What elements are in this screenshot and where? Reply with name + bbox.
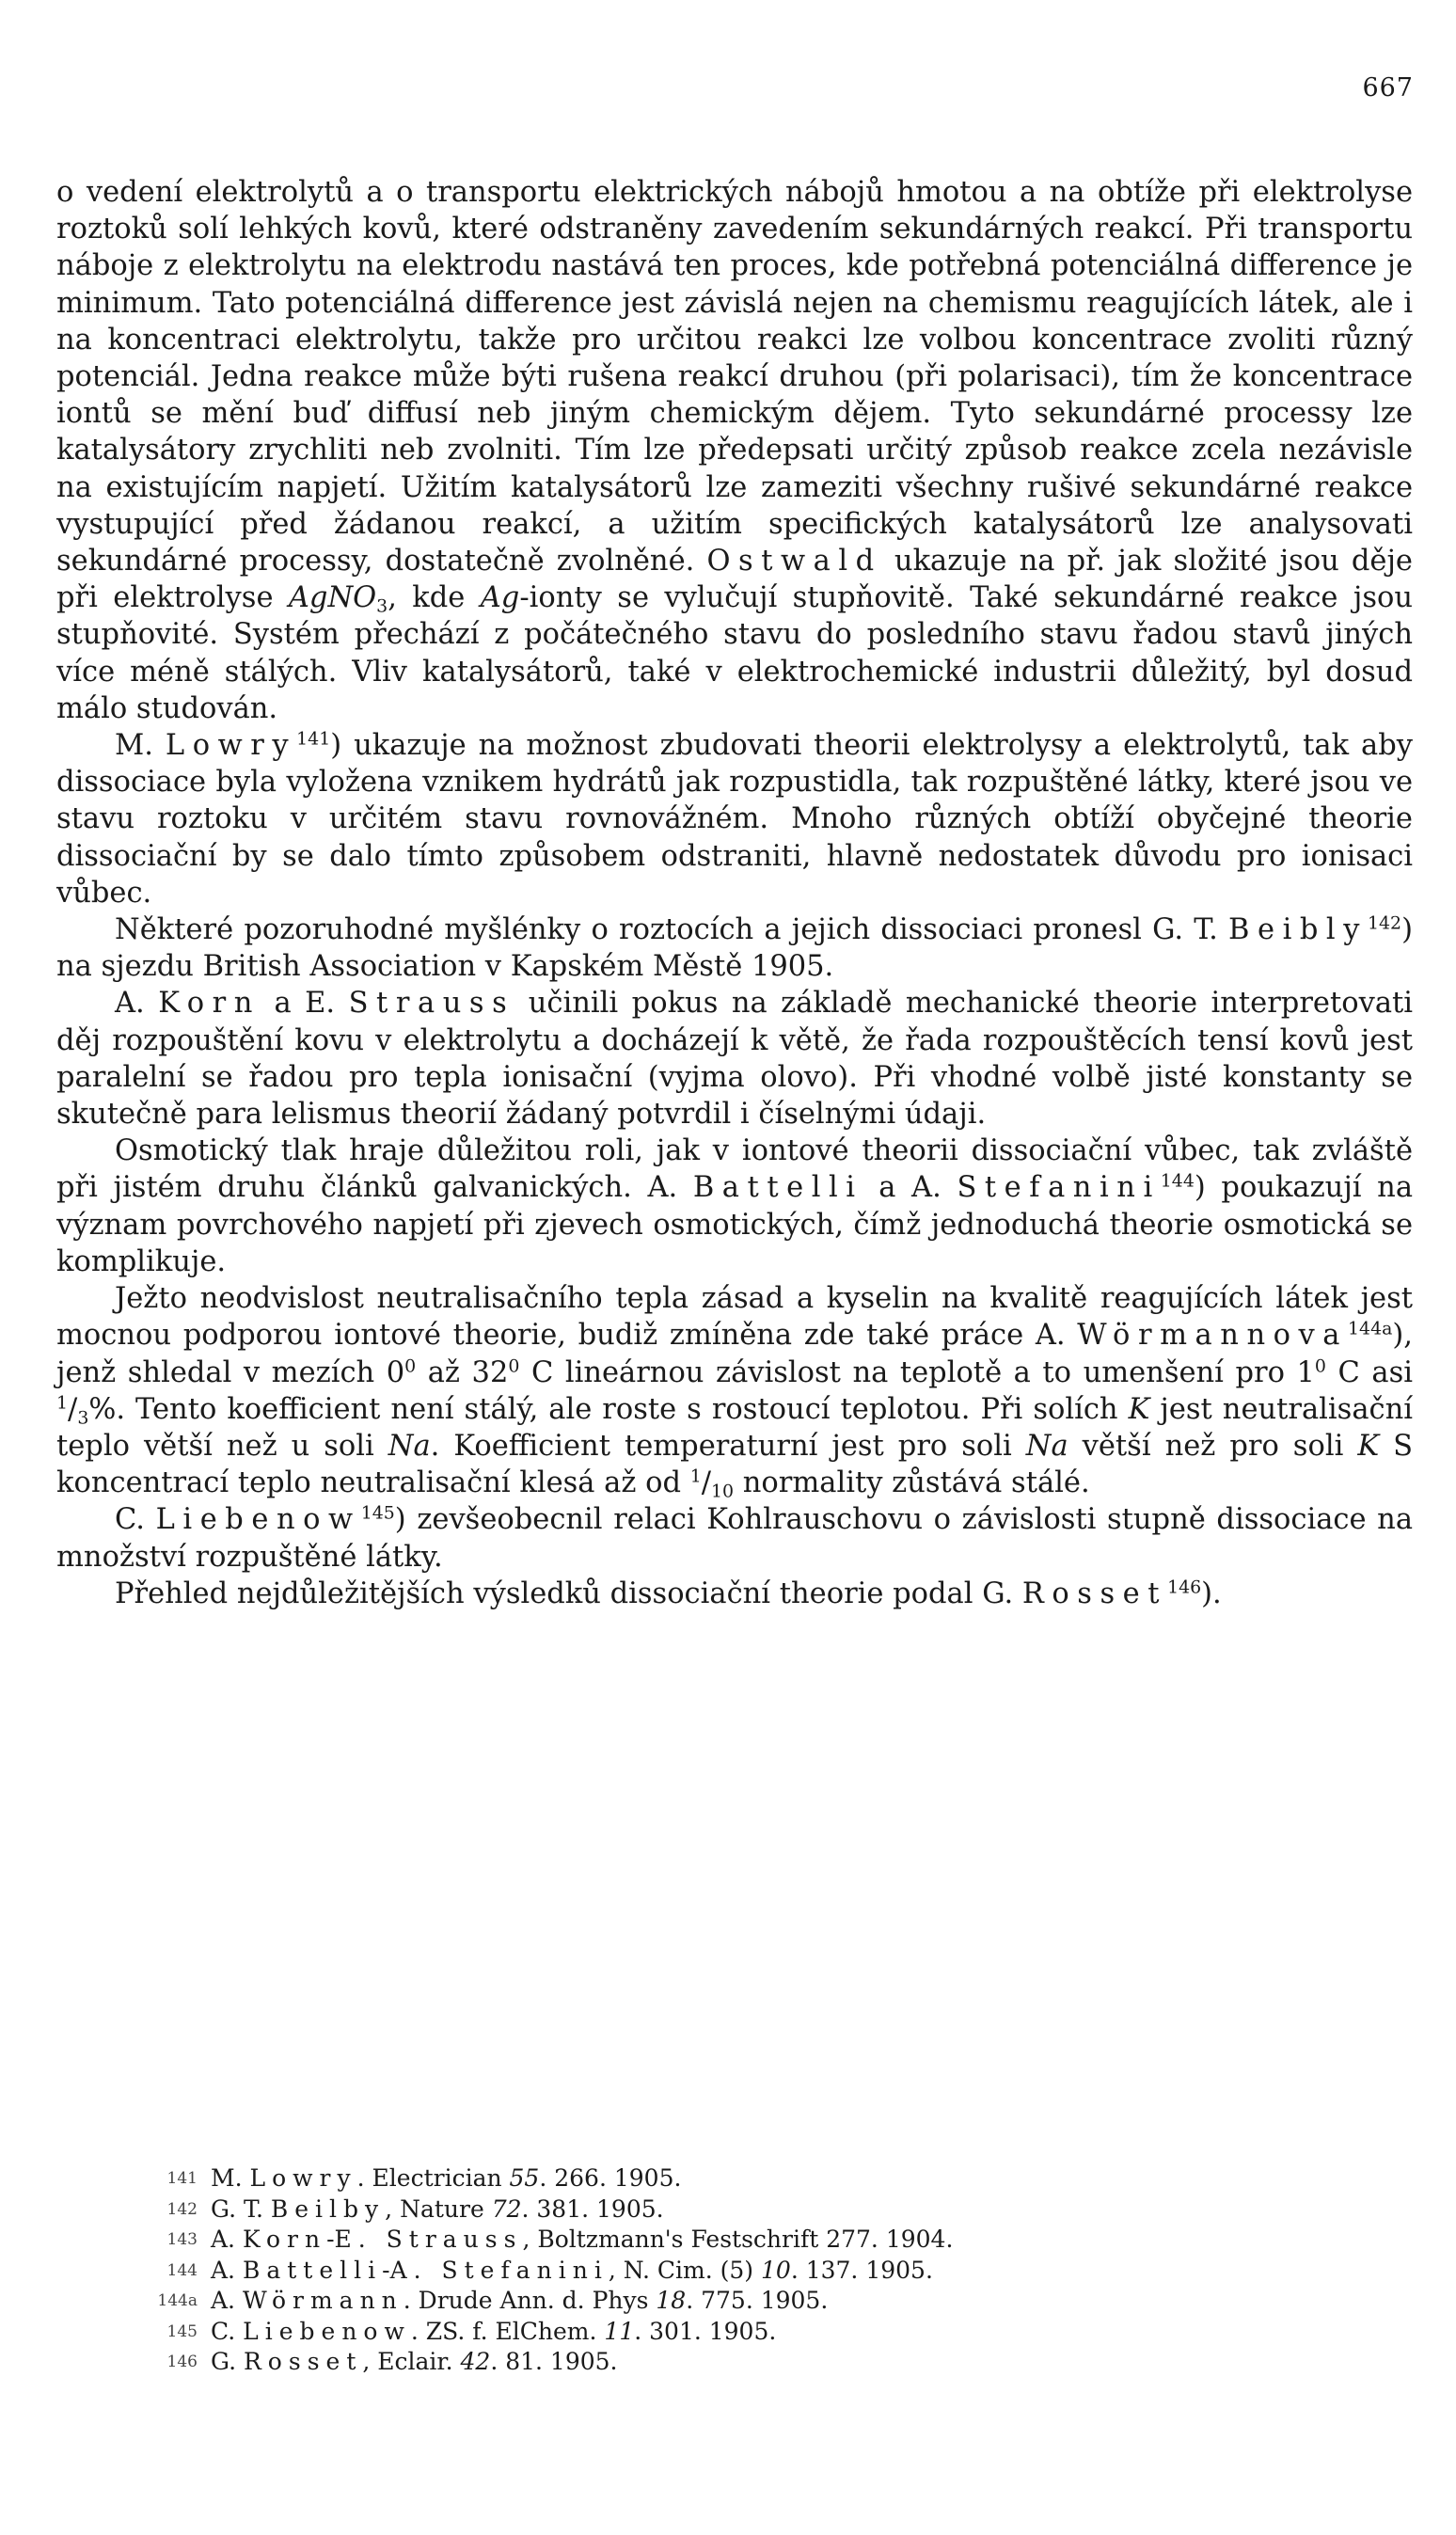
footnote-mark: 143 <box>166 2230 198 2249</box>
formula: Na <box>388 1429 431 1463</box>
paragraph-7: C. Liebenow$^{145}$) zevšeobecnil relaci Kohlrauschovu o závislosti stupně dissociace na množství rozpuštěné látky. <box>56 1502 1414 1574</box>
footnote: 142 G. T. Beilby, Nature 72. 381. 1905. <box>141 2194 1176 2226</box>
author-name: Strauss <box>348 987 515 1021</box>
footnote-mark: 144 <box>166 2260 198 2280</box>
footnote-mark: 145 <box>166 2321 198 2341</box>
footnote: 144 A. Battelli-A. Stefanini, N. Cim. (5) 10. 137. 1905. <box>141 2256 1176 2287</box>
footnote: 143 A. Korn-E. Strauss, Boltzmann's Festschrift 277. 1904. <box>141 2225 1176 2256</box>
paragraph-8: Přehled nejdůležitějších výsledků dissociační theorie podal G. Rosset$^{146}$). <box>115 1576 1222 1610</box>
author-name: Lowry <box>165 729 297 763</box>
author-name: Wörmannova <box>1077 1319 1349 1353</box>
page-number: 667 <box>1362 73 1414 103</box>
fraction: 1 <box>689 1466 702 1487</box>
author-name: Liebenow <box>155 1503 361 1537</box>
formula: AgNO <box>288 581 377 615</box>
footnote-mark: 146 <box>166 2353 198 2371</box>
body-text <box>56 174 1413 1612</box>
footnotes <box>141 2163 1176 2378</box>
author-name: Ostwald <box>706 545 882 578</box>
paragraph-2: M. Lowry$^{141}$) ukazuje na možnost zbudovati theorii elektrolysy a elektrolytů, tak aby dissociace byla vyložena vznikem hydrátů jak rozpustidla, tak rozpuštěné látky, které jsou ve stavu roztoku v určitém stavu rovnovážném. Mnoho různých obtíží obyčejné theorie dissociační by se dalo tímto způsobem odstraniti, hlavně nedostatek důvodu pro ionisaci vůbec. <box>56 728 1413 910</box>
author-name: Rosset <box>1021 1576 1168 1610</box>
formula: K <box>1357 1429 1380 1463</box>
formula: Ag <box>480 581 520 615</box>
paragraph-1: o vedení elektrolytů a o transportu elektrických nábojů hmotou a na obtíže při elektrolyse roztoků solí lehkých kovů, které odstraněny zavedením sekundárných reakcí. Při transportu náboje z elektrolytu na elektrodu nastává ten proces, kde potřebná potenciálná difference je minimum. Tato potenciálná difference jest závislá nejen na chemismu reagujících látek, ale i na koncentraci elektrolytu, takže pro určitou reakci lze volbou koncentrace zvoliti různý potenciál. Jedna reakce může býti rušena reakcí druhou (při polarisaci), tím že koncentrace iontů se mění buď diffusí neb jiným chemickým dějem. Tyto sekundárné processy lze katalysátory zrychliti neb zvolniti. Tím lze předepsati určitý způsob reakce zcela nezávisle na existujícím napjetí. Užitím katalysátorů lze zameziti všechny rušivé sekundárné reakce vystupující před žádanou reakcí, a užitím specifických katalysátorů lze analysovati sekundárné processy, dostatečně zvolněné. Ostwald ukazuje na př. jak složité jsou děje při elektrolyse AgNO$_3$, kde Ag-ionty se vylučují stupňovitě. Také sekundárné reakce jsou stupňovité. Systém přechází z počátečného stavu do posledního stavu řadou stavů jiných více méně stálých. Vliv katalysátorů, také v elektrochemické industrii důležitý, byl dosud málo studován. <box>56 176 1413 725</box>
footnote: 141 M. Lowry. Electrician 55. 266. 1905. <box>141 2163 1176 2194</box>
footnote-ref: 144 <box>1160 1171 1195 1193</box>
paragraph-5: Osmotický tlak hraje důležitou roli, jak v iontové theorii dissociační vůbec, tak zvláště při jistém druhu článků galvanických. A. Battelli a A. Stefanini$^{144}$) poukazují na význam povrchového napjetí při zjevech osmotických, čímž jednoduchá theorie osmotická se komplikuje. <box>56 1134 1414 1278</box>
formula: Na <box>1025 1429 1068 1463</box>
footnote: 146 G. Rosset, Eclair. 42. 81. 1905. <box>141 2347 1176 2378</box>
author-name: Korn <box>158 987 261 1021</box>
footnote-ref: 141 <box>296 728 331 750</box>
author-name: Stefanini <box>957 1171 1161 1205</box>
footnote-mark: 141 <box>166 2169 198 2188</box>
footnote-mark: 142 <box>166 2199 198 2219</box>
fraction: 1 <box>56 1392 69 1414</box>
paragraph-6: Ježto neodvislost neutralisačního tepla zásad a kyselin na kvalitě reagujících látek jest mocnou podporou iontové theorie, budiž zmíněna zde také práce A. Wörmannova$^{144a}$), jenž shledal v mezích $0^0$ až $32^0$ C lineárnou závislost na teplotě a to umenšení pro $1^0$ C asi $^1/_3\%$. Tento koefficient není stálý, ale roste s rostoucí teplotou. Při solích K jest neutralisační teplo větší než u soli Na. Koefficient temperaturní jest pro soli Na větší než pro soli K S koncentrací teplo neutralisační klesá až od $^1/_{10}$ normality zůstává stálé. <box>56 1282 1414 1502</box>
footnote: 145 C. Liebenow. ZS. f. ElChem. 11. 301. 1905. <box>141 2317 1176 2348</box>
author-name: Battelli <box>692 1171 863 1205</box>
footnote-mark: 144a <box>157 2291 198 2310</box>
paragraph-3: Některé pozoruhodné myšlénky o roztocích a jejich dissociaci pronesl G. T. Beibly$^{142}$) na sjezdu British Association v Kapském Městě 1905. <box>56 912 1413 984</box>
formula: K <box>1128 1392 1150 1426</box>
footnote-ref: 145 <box>360 1502 395 1524</box>
paragraph-4: A. Korn a E. Strauss učinili pokus na základě mechanické theorie interpretovati děj rozpouštění kovu v elektrolytu a docházejí k větě, že řada rozpouštěcích tensí kovů jest paralelní se řadou pro tepla ionisační (vyjma olovo). Při vhodné volbě jisté konstanty se skutečně para lelismus theorií žádaný potvrdil i číselnými údaji. <box>56 987 1414 1132</box>
footnote: 144a A. Wörmann. Drude Ann. d. Phys 18. 775. 1905. <box>141 2286 1176 2317</box>
footnote-ref: 142 <box>1368 912 1402 934</box>
footnote-ref: 146 <box>1167 1576 1202 1598</box>
footnote-ref: 144a <box>1348 1318 1393 1339</box>
author-name: Beibly <box>1228 913 1368 947</box>
